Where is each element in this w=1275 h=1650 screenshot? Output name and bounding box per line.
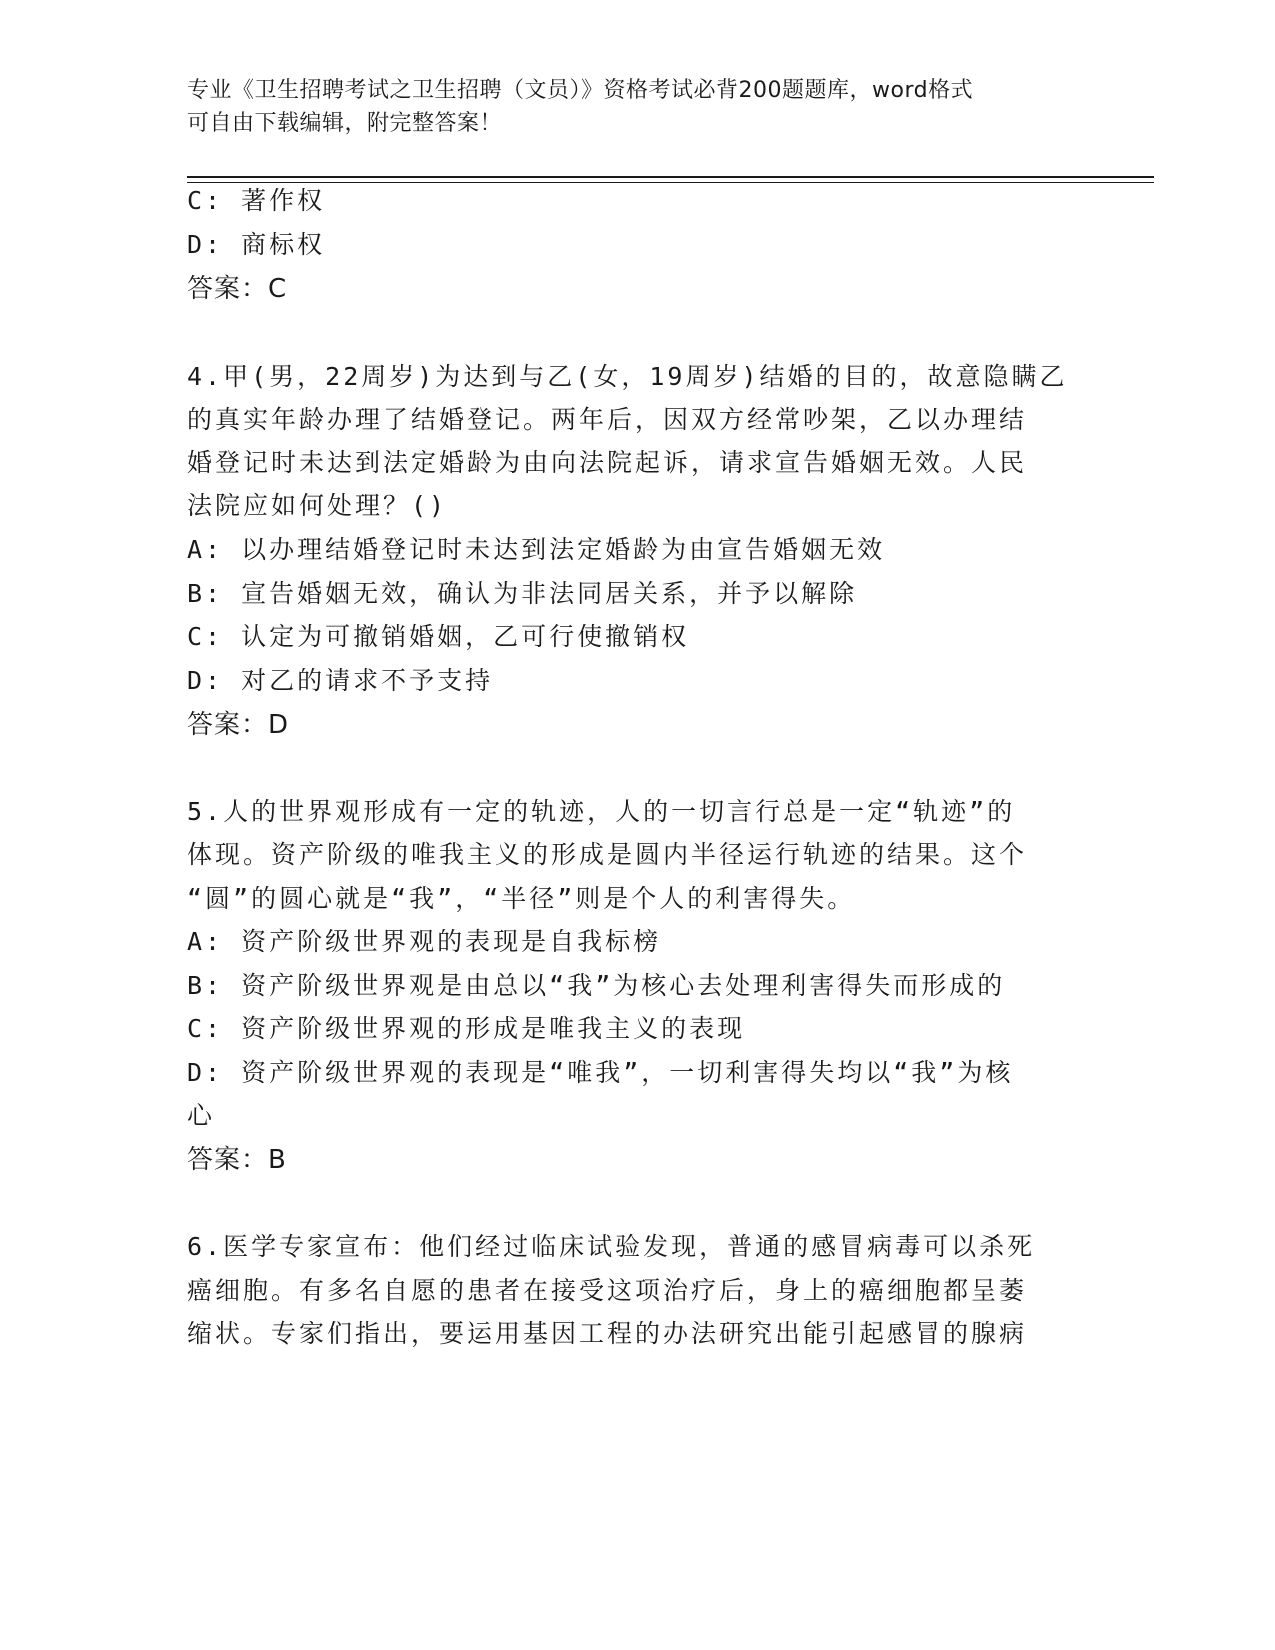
q3-option-d: D: 商标权 xyxy=(187,230,326,259)
q4-option-b: B: 宣告婚姻无效，确认为非法同居关系，并予以解除 xyxy=(187,579,858,608)
q4-stem-line-3: 婚登记时未达到法定婚龄为由向法院起诉，请求宣告婚姻无效。人民 xyxy=(187,448,1028,477)
q4-stem-line-1: 4.甲(男，22周岁)为达到与乙(女，19周岁)结婚的目的，故意隐瞒乙 xyxy=(187,362,1068,391)
q5-option-d-line-2: 心 xyxy=(187,1101,216,1130)
q5-answer: 答案：B xyxy=(187,1145,287,1175)
q6-stem-line-2: 癌细胞。有多名自愿的患者在接受这项治疗后，身上的癌细胞都呈萎 xyxy=(187,1276,1028,1305)
q4-answer: 答案：D xyxy=(187,710,290,740)
q5-stem-line-2: 体现。资产阶级的唯我主义的形成是圆内半径运行轨迹的结果。这个 xyxy=(187,840,1028,869)
q5-option-b: B: 资产阶级世界观是由总以“我”为核心去处理利害得失而形成的 xyxy=(187,971,1006,1000)
header-rule-thick xyxy=(187,176,1154,178)
q3-option-c: C: 著作权 xyxy=(187,186,326,215)
q5-stem-line-1: 5.人的世界观形成有一定的轨迹，人的一切言行总是一定“轨迹”的 xyxy=(187,797,1016,826)
q3-answer: 答案：C xyxy=(187,274,288,304)
q4-stem-line-4: 法院应如何处理？() xyxy=(187,491,448,520)
q4-option-d: D: 对乙的请求不予支持 xyxy=(187,666,494,695)
header-line-1: 专业《卫生招聘考试之卫生招聘（文员）》资格考试必背200题题库，word格式 xyxy=(187,78,974,103)
header-rule-thin xyxy=(187,182,1154,183)
q5-stem-line-3: “圆”的圆心就是“我”，“半径”则是个人的利害得失。 xyxy=(187,884,856,913)
q5-option-d-line-1: D: 资产阶级世界观的表现是“唯我”，一切利害得失均以“我”为核 xyxy=(187,1058,1014,1087)
header-line-2: 可自由下载编辑，附完整答案！ xyxy=(187,111,503,136)
q4-option-c: C: 认定为可撤销婚姻，乙可行使撤销权 xyxy=(187,622,690,651)
q4-stem-line-2: 的真实年龄办理了结婚登记。两年后，因双方经常吵架，乙以办理结 xyxy=(187,405,1028,434)
q6-stem-line-1: 6.医学专家宣布：他们经过临床试验发现，普通的感冒病毒可以杀死 xyxy=(187,1232,1036,1261)
q4-option-a: A: 以办理结婚登记时未达到法定婚龄为由宣告婚姻无效 xyxy=(187,535,886,564)
q5-option-c: C: 资产阶级世界观的形成是唯我主义的表现 xyxy=(187,1014,746,1043)
q5-option-a: A: 资产阶级世界观的表现是自我标榜 xyxy=(187,927,662,956)
document-header xyxy=(187,74,1067,140)
q6-stem-line-3: 缩状。专家们指出，要运用基因工程的办法研究出能引起感冒的腺病 xyxy=(187,1319,1028,1348)
